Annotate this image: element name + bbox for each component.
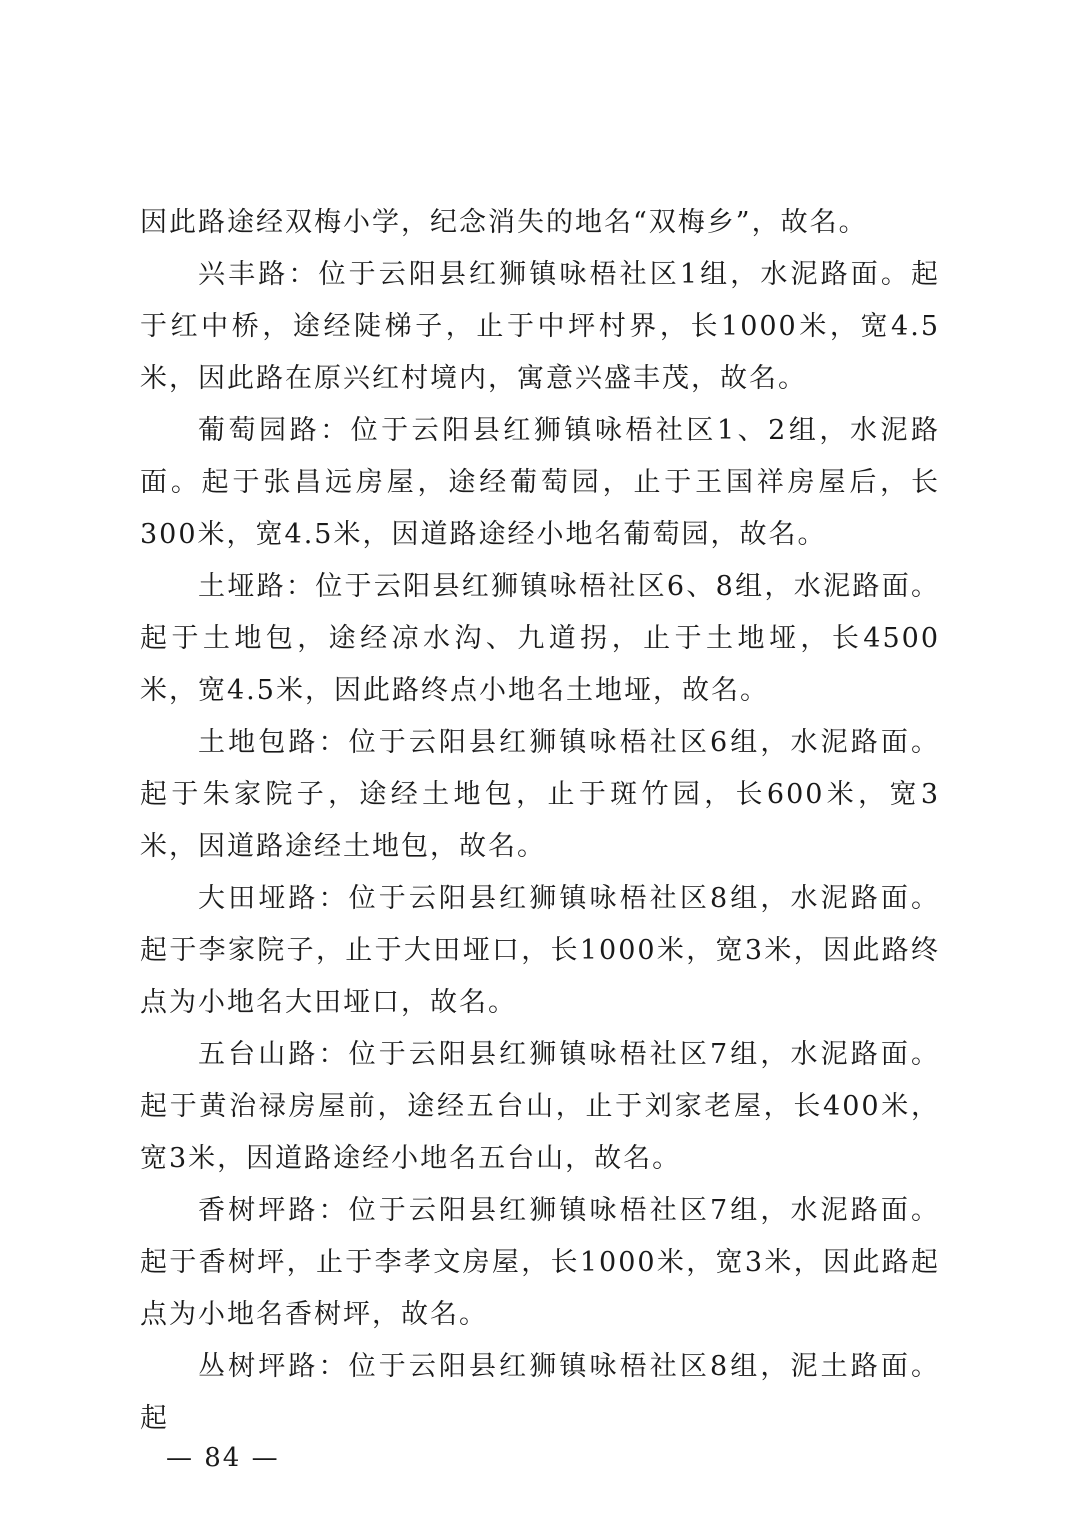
paragraph-tuya-road: 土垭路：位于云阳县红狮镇咏梧社区6、8组，水泥路面。起于土地包，途经凉水沟、九道拐，止于土地垭，长4500米，宽4.5米，因此路终点小地名土地垭，故名。	[140, 571, 940, 706]
paragraph-tudibao-road: 土地包路：位于云阳县红狮镇咏梧社区6组，水泥路面。起于朱家院子，途经土地包，止于斑竹园，长600米，宽3米，因道路途经土地包，故名。	[140, 727, 940, 862]
paragraph-xiangshuping-road: 香树坪路：位于云阳县红狮镇咏梧社区7组，水泥路面。起于香树坪，止于李孝文房屋，长1000米，宽3米，因此路起点为小地名香树坪，故名。	[140, 1195, 940, 1330]
paragraph-continuation: 因此路途经双梅小学，纪念消失的地名“双梅乡”，故名。	[140, 207, 868, 238]
paragraph-wutaishan-road: 五台山路：位于云阳县红狮镇咏梧社区7组，水泥路面。起于黄治禄房屋前，途经五台山，止于刘家老屋，长400米，宽3米，因道路途经小地名五台山，故名。	[140, 1039, 940, 1174]
paragraph-xingfeng-road: 兴丰路：位于云阳县红狮镇咏梧社区1组，水泥路面。起于红中桥，途经陡梯子，止于中坪村界，长1000米，宽4.5米，因此路在原兴红村境内，寓意兴盛丰茂，故名。	[140, 259, 940, 394]
paragraph-congshuping-road: 丛树坪路：位于云阳县红狮镇咏梧社区8组，泥土路面。起	[140, 1351, 940, 1434]
body-text	[140, 197, 940, 1445]
page-number: — 84 —	[166, 1443, 280, 1473]
paragraph-datianya-road: 大田垭路：位于云阳县红狮镇咏梧社区8组，水泥路面。起于李家院子，止于大田垭口，长1000米，宽3米，因此路终点为小地名大田垭口，故名。	[140, 883, 940, 1018]
paragraph-putaoyuan-road: 葡萄园路：位于云阳县红狮镇咏梧社区1、2组，水泥路面。起于张昌远房屋，途经葡萄园，止于王国祥房屋后，长300米，宽4.5米，因道路途经小地名葡萄园，故名。	[140, 415, 940, 550]
